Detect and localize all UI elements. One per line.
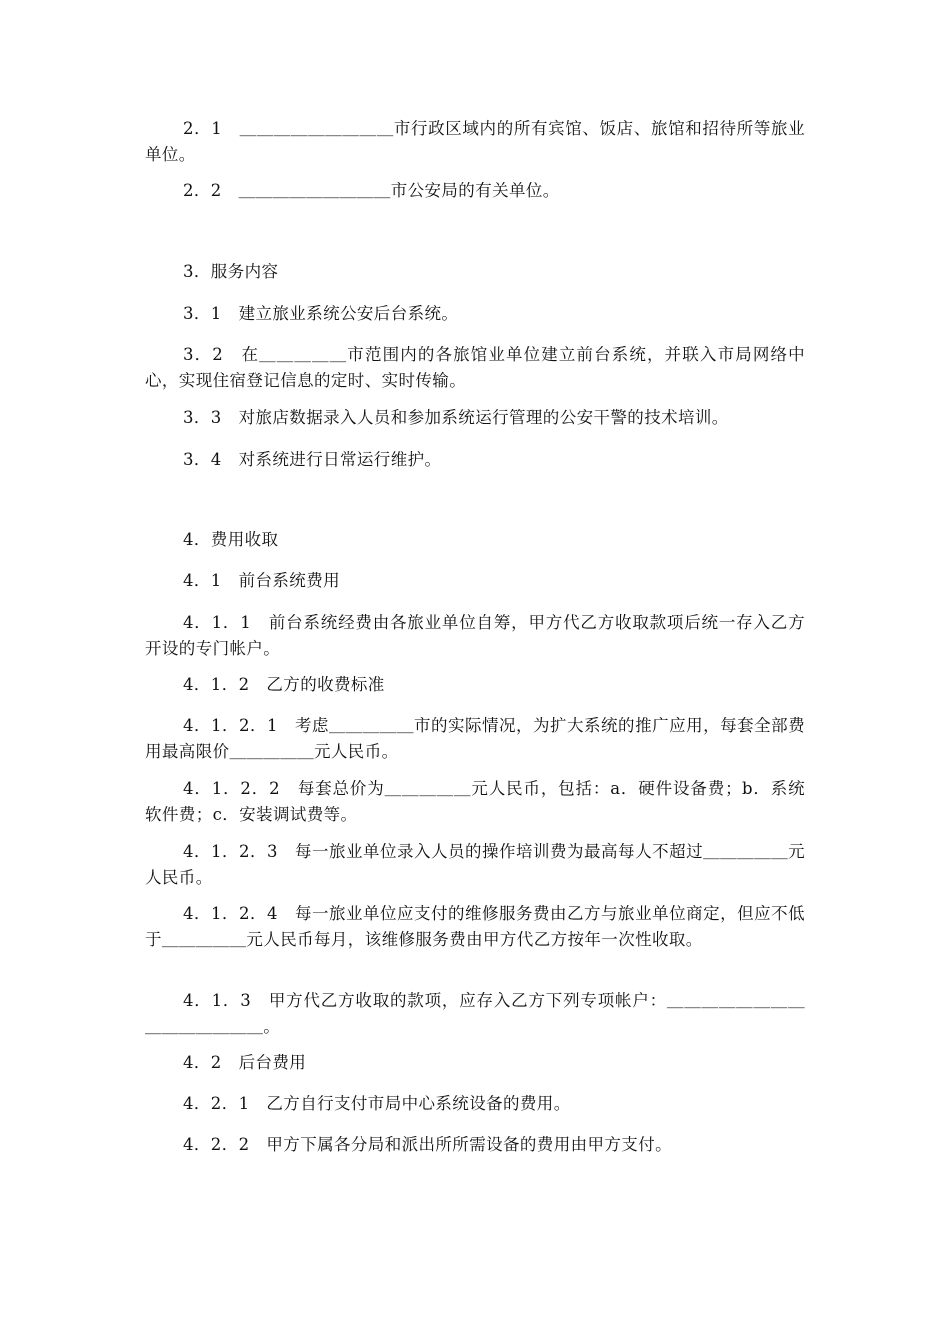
clause-2-2: 2．2 ＿＿＿＿＿＿＿＿＿市公安局的有关单位。: [183, 181, 560, 200]
clause-2-1: 2．1 ＿＿＿＿＿＿＿＿＿市行政区域内的所有宾馆、饭店、旅馆和招待所等旅业单位。: [145, 119, 805, 164]
clause-4-1-2-4: 4．1．2．4 每一旅业单位应支付的维修服务费由乙方与旅业单位商定，但应不低于＿＿＿＿＿元人民币每月，该维修服务费由甲方代乙方按年一次性收取。: [145, 904, 805, 949]
clause-4-1-3: 4．1．3 甲方代乙方收取的款项，应存入乙方下列专项帐户：＿＿＿＿＿＿＿＿＿＿＿＿＿＿＿。: [145, 991, 805, 1036]
clause-3-4: 3．4 对系统进行日常运行维护。: [183, 450, 442, 469]
clause-3-1: 3．1 建立旅业系统公安后台系统。: [183, 304, 459, 323]
clause-4-1-2-3: 4．1．2．3 每一旅业单位录入人员的操作培训费为最高每人不超过＿＿＿＿＿元人民币。: [145, 842, 805, 887]
clause-3-3: 3．3 对旅店数据录入人员和参加系统运行管理的公安干警的技术培训。: [183, 408, 729, 427]
section-3-heading: 3．服务内容: [183, 262, 279, 281]
clause-4-2: 4．2 后台费用: [183, 1053, 307, 1072]
clause-4-2-2: 4．2．2 甲方下属各分局和派出所所需设备的费用由甲方支付。: [183, 1135, 672, 1154]
section-4-heading: 4．费用收取: [183, 530, 279, 549]
clause-3-2: 3．2 在＿＿＿＿＿市范围内的各旅馆业单位建立前台系统，并联入市局网络中心，实现住宿登记信息的定时、实时传输。: [145, 345, 805, 390]
clause-4-1-2: 4．1．2 乙方的收费标准: [183, 675, 385, 694]
clause-4-1-2-1: 4．1．2．1 考虑＿＿＿＿＿市的实际情况，为扩大系统的推广应用，每套全部费用最高限价＿＿＿＿＿元人民币。: [145, 716, 805, 761]
clause-4-1-2-2: 4．1．2．2 每套总价为＿＿＿＿＿元人民币，包括：a．硬件设备费；b．系统软件费；c．安装调试费等。: [145, 779, 805, 824]
clause-4-2-1: 4．2．1 乙方自行支付市局中心系统设备的费用。: [183, 1094, 571, 1113]
clause-4-1: 4．1 前台系统费用: [183, 571, 340, 590]
clause-4-1-1: 4．1．1 前台系统经费由各旅业单位自筹，甲方代乙方收取款项后统一存入乙方开设的专门帐户。: [145, 613, 805, 658]
